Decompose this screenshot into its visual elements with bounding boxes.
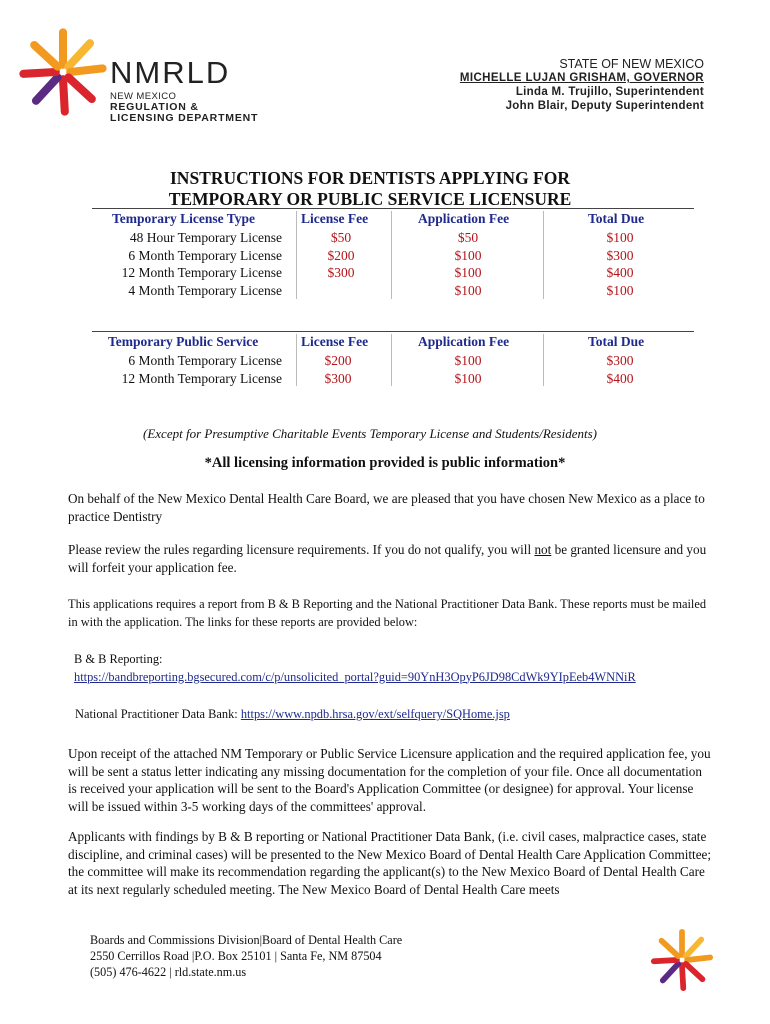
table1-license-fee-column	[301, 229, 381, 282]
nmrld-logo-icon	[18, 27, 108, 117]
bb-reporting-link[interactable]: https://bandbreporting.bgsecured.com/c/p/unsolicited_portal?guid=90YnH3OpyP6JD98CdWk9YIpEeb4WNNiR	[74, 669, 636, 684]
title-line-2: TEMPORARY OR PUBLIC SERVICE LICENSURE	[168, 189, 572, 209]
table2-divider	[543, 334, 544, 386]
table-cell: $100	[454, 370, 482, 386]
bb-reporting-label: B & B Reporting:	[74, 652, 163, 666]
deputy-name: John Blair, Deputy Superintendent	[505, 100, 704, 112]
table2-divider	[391, 334, 392, 386]
dept-line-2: REGULATION &	[110, 101, 199, 113]
table-cell: $100	[454, 282, 482, 298]
table1-header-type: Temporary License Type	[112, 211, 255, 226]
bb-reporting-block	[74, 651, 720, 686]
table1-top-rule	[92, 208, 694, 209]
table-cell: $200	[327, 247, 355, 263]
nmrld-logo-small-icon	[650, 928, 714, 992]
table2-divider	[296, 334, 297, 386]
table-cell: $100	[454, 247, 482, 263]
superintendent-name: Linda M. Trujillo, Superintendent	[515, 86, 704, 98]
paragraph-intro: On behalf of the New Mexico Dental Health Care Board, we are pleased that you have chosen New Mexico as a place to practice Dentistry	[68, 491, 705, 524]
table2-header-application-fee: Application Fee	[418, 334, 510, 349]
table-cell: $100	[606, 282, 634, 298]
paragraph-rules	[68, 541, 714, 576]
state-name: STATE OF NEW MEXICO	[559, 57, 704, 71]
table-cell: $100	[606, 230, 634, 245]
dept-line-1: NEW MEXICO	[110, 91, 177, 102]
table1-divider	[296, 211, 297, 299]
except-note: (Except for Presumptive Charitable Events Temporary License and Students/Residents)	[143, 426, 597, 441]
table-cell: $300	[327, 265, 355, 280]
governor-name: MICHELLE LUJAN GRISHAM, GOVERNOR	[459, 72, 704, 84]
logo-wordmark: NMRLD	[110, 55, 231, 90]
footer-address	[90, 932, 402, 980]
table2-total-due-column	[580, 352, 660, 387]
table1-header-license-fee: License Fee	[301, 211, 369, 226]
table2-license-fee-column	[298, 352, 378, 387]
table-cell: $100	[454, 353, 482, 368]
paragraph-receipt: Upon receipt of the attached NM Temporary or Public Service Licensure application and the required application fee, you will be sent a status letter indicating any missing documentation for the completion of your file. Once all documentation is received your application will be sent to the Board's Application Committee (or designee) for approval. Your license will be issued within 3-5 working days of the committees' approval.	[68, 746, 711, 814]
table1-type-column	[90, 229, 282, 299]
table-cell: 12 Month Temporary License	[121, 265, 282, 280]
table1-header-application-fee: Application Fee	[418, 211, 510, 226]
table-cell: 6 Month Temporary License	[128, 247, 282, 263]
title-line-1: INSTRUCTIONS FOR DENTISTS APPLYING FOR	[170, 168, 570, 188]
table-cell: $400	[606, 370, 634, 386]
table-cell: $50	[457, 230, 479, 245]
table-cell: 6 Month Temporary License	[128, 353, 282, 368]
npdb-link[interactable]: https://www.npdb.hrsa.gov/ext/selfquery/SQHome.jsp	[240, 707, 510, 721]
npdb-block	[75, 706, 721, 724]
table1-divider	[543, 211, 544, 299]
paragraph-reports: This applications requires a report from B & B Reporting and the National Practitioner Data Bank. These reports must be mailed in with the application. The links for these reports are provided below:	[68, 597, 707, 629]
paragraph-rules-text-end: be granted licensure and you will forfeit your application fee.	[68, 542, 707, 575]
table-cell: 4 Month Temporary License	[128, 282, 282, 298]
table1-header-total-due: Total Due	[588, 211, 645, 226]
table-cell: $200	[324, 353, 352, 368]
page-title	[0, 168, 740, 210]
table-cell: 12 Month Temporary License	[121, 370, 282, 386]
table2-application-fee-column	[418, 352, 518, 387]
table-cell: $300	[606, 247, 634, 263]
table2-header-type: Temporary Public Service	[108, 334, 259, 349]
table-cell: $300	[324, 370, 352, 386]
table2-type-column	[90, 352, 282, 387]
table2-top-rule	[92, 331, 694, 332]
npdb-label: National Practitioner Data Bank:	[75, 707, 241, 721]
footer-line-2: 2550 Cerrillos Road |P.O. Box 25101 | Santa Fe, NM 87504	[90, 949, 382, 963]
state-header	[460, 57, 704, 113]
footer-line-3: (505) 476-4622 | rld.state.nm.us	[90, 965, 247, 979]
table2-header-total-due: Total Due	[588, 334, 645, 349]
emphasis-not: not	[534, 542, 552, 557]
footer-line-1: Boards and Commissions Division|Board of Dental Health Care	[90, 933, 403, 947]
table-cell: $300	[606, 353, 634, 368]
table1-total-due-column	[580, 229, 660, 299]
table-cell: $50	[330, 230, 352, 245]
public-info-note: *All licensing information provided is public information*	[204, 455, 566, 471]
table2-header-license-fee: License Fee	[301, 334, 369, 349]
table-cell: $100	[454, 265, 482, 280]
dept-line-3: LICENSING DEPARTMENT	[110, 112, 259, 124]
table1-divider	[391, 211, 392, 299]
paragraph-findings: Applicants with findings by B & B reporting or National Practitioner Data Bank, (i.e. civil cases, malpractice cases, state discipline, and criminal cases) will be presented to the New Mexico Board of Dental Health Care Application Committee; the committee will make its recommendation regarding the applicant(s) to the New Mexico Board of Dental Health Care at its next regularly scheduled meeting. The New Mexico Board of Dental Health Care meets	[68, 829, 712, 897]
table1-application-fee-column	[418, 229, 518, 299]
table-cell: $400	[606, 265, 634, 280]
paragraph-rules-text: Please review the rules regarding licensure requirements. If you do not qualify, you will	[68, 542, 535, 557]
table-cell: 48 Hour Temporary License	[129, 230, 282, 245]
